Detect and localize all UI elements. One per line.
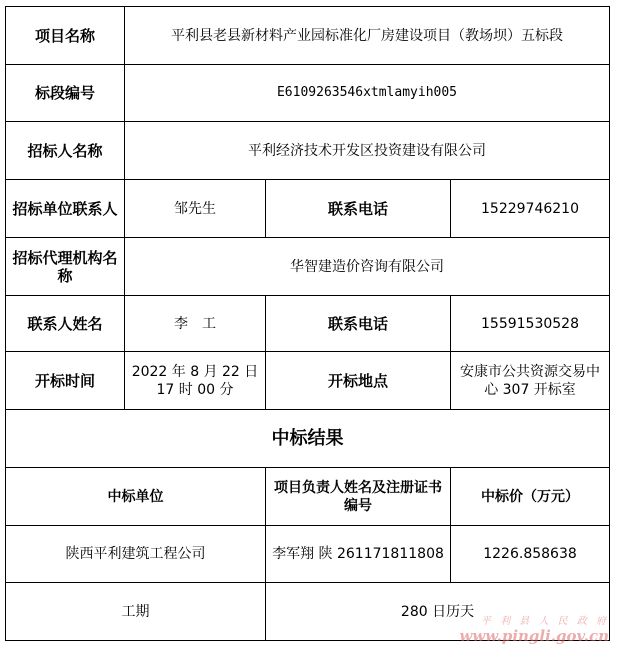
agency-phone-label: 联系电话: [266, 296, 451, 352]
tenderer-value: 平利经济技术开发区投资建设有限公司: [125, 122, 610, 180]
project-name-value: 平利县老县新材料产业园标准化厂房建设项目（教场坝）五标段: [125, 7, 610, 65]
tenderer-phone-label: 联系电话: [266, 180, 451, 238]
tenderer-contact-label: 招标单位联系人: [6, 180, 125, 238]
winner-header: 中标单位: [6, 468, 266, 526]
row-result-title: [6, 410, 610, 468]
tenderer-contact-value: 邹先生: [125, 180, 266, 238]
site-watermark: [459, 612, 609, 645]
duration-value: 280 日历天: [266, 583, 610, 641]
row-project-name: [6, 7, 610, 65]
agency-contact-label: 联系人姓名: [6, 296, 125, 352]
watermark-url: www.pingli.gov.cn: [459, 627, 609, 645]
section-no-label: 标段编号: [6, 65, 125, 122]
agency-value: 华智建造价咨询有限公司: [125, 238, 610, 296]
row-result-values: [6, 526, 610, 583]
watermark-site-name: 平 利 县 人 民 政 府: [480, 616, 609, 627]
opening-time-value: 2022 年 8 月 22 日 17 时 00 分: [125, 352, 266, 410]
agency-contact-value: 李 工: [125, 296, 266, 352]
row-tenderer-contact: [6, 180, 610, 238]
project-name-label: 项目名称: [6, 7, 125, 65]
manager-header: 项目负责人姓名及注册证书编号: [266, 468, 451, 526]
duration-label: 工期: [6, 583, 266, 641]
opening-place-value: 安康市公共资源交易中心 307 开标室: [451, 352, 610, 410]
row-result-headers: [6, 468, 610, 526]
manager-value: 李军翔 陕 261171811808: [266, 526, 451, 583]
agency-phone-value: 15591530528: [451, 296, 610, 352]
price-header: 中标价（万元）: [451, 468, 610, 526]
winner-value: 陕西平利建筑工程公司: [6, 526, 266, 583]
row-tenderer: [6, 122, 610, 180]
row-opening: [6, 352, 610, 410]
price-value: 1226.858638: [451, 526, 610, 583]
opening-place-label: 开标地点: [266, 352, 451, 410]
tenderer-label: 招标人名称: [6, 122, 125, 180]
tenderer-phone-value: 15229746210: [451, 180, 610, 238]
row-agency: [6, 238, 610, 296]
row-agency-contact: [6, 296, 610, 352]
bid-result-table: [5, 6, 610, 641]
row-section-no: [6, 65, 610, 122]
opening-time-label: 开标时间: [6, 352, 125, 410]
result-title: 中标结果: [6, 410, 610, 468]
section-no-value: E6109263546xtmlamyih005: [125, 65, 610, 122]
agency-label: 招标代理机构名称: [6, 238, 125, 296]
